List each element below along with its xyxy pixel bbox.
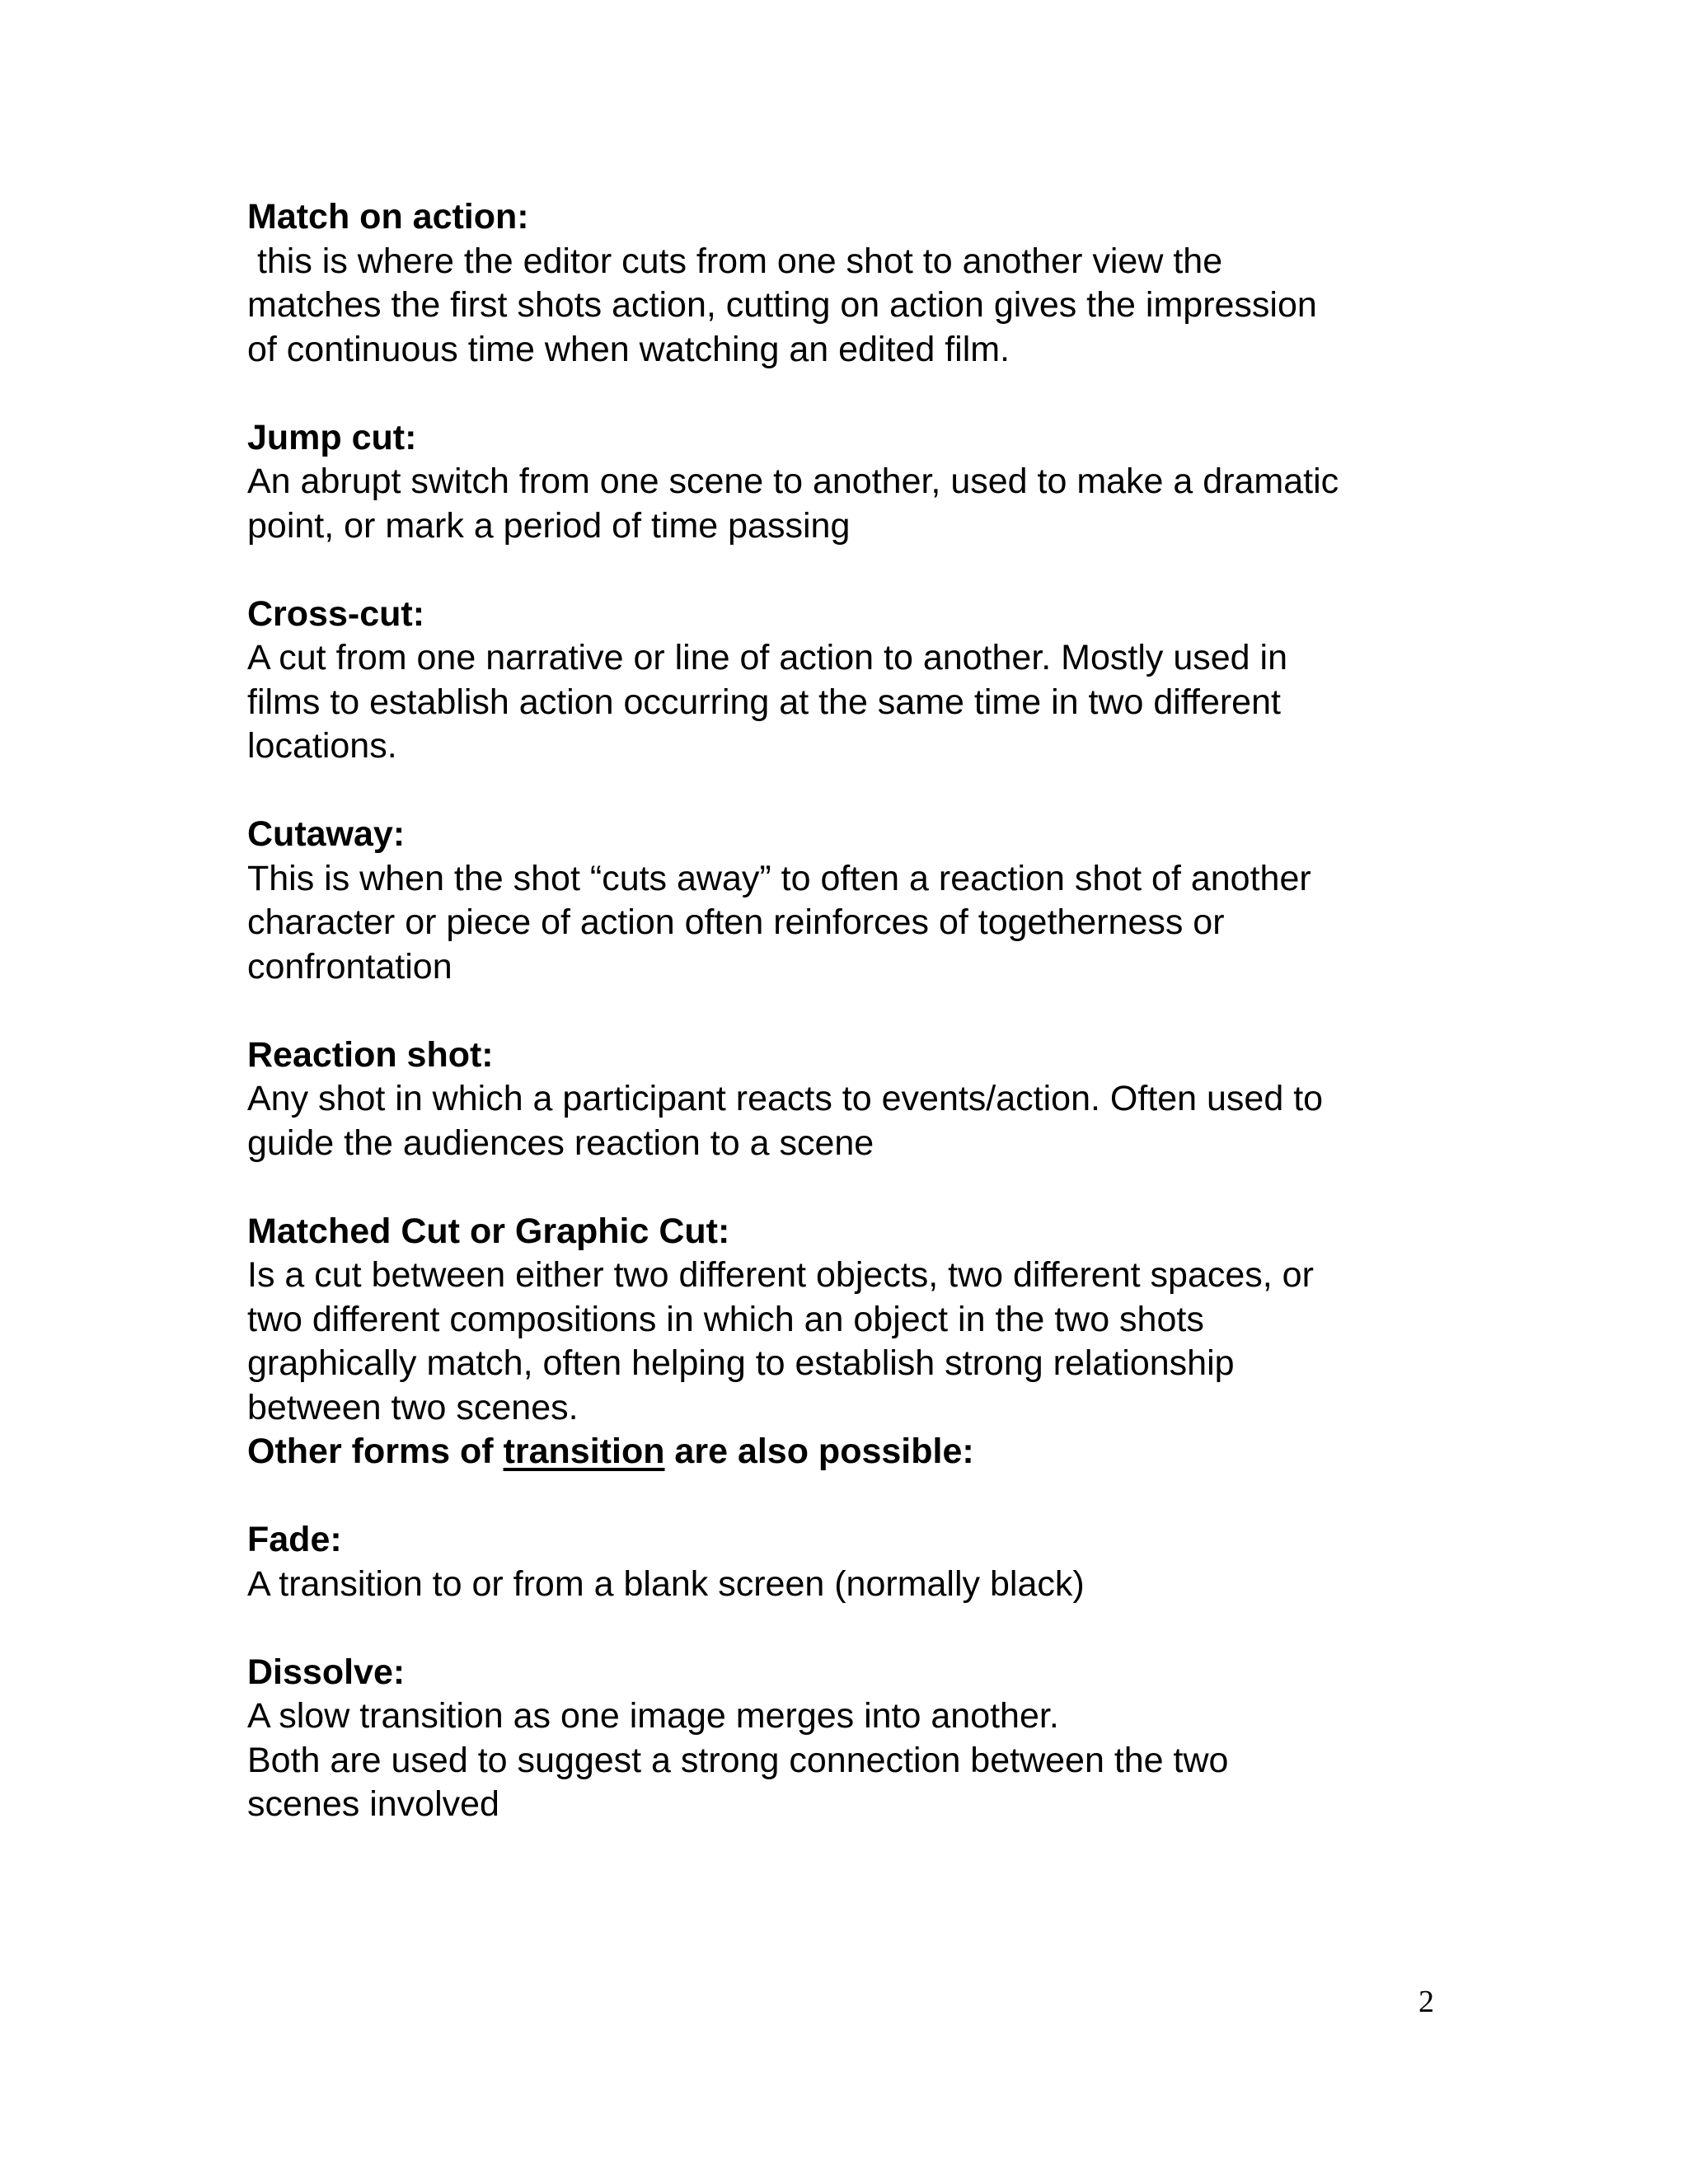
page-content	[247, 195, 1467, 1871]
section-match-on-action	[247, 195, 1467, 372]
term-heading: Dissolve:	[247, 1652, 406, 1692]
description-line: Both are used to suggest a strong connection between the two	[247, 1740, 1229, 1780]
transition-heading-before: Other forms of	[247, 1432, 504, 1471]
transition-heading-text	[247, 1430, 1467, 1474]
description-line: point, or mark a period of time passing	[247, 505, 851, 546]
description-line: confrontation	[247, 946, 452, 987]
description-line: Is a cut between either two different objects, two different spaces, or	[247, 1255, 1314, 1295]
description-line: two different compositions in which an object in the two shots	[247, 1299, 1204, 1339]
description-line: This is when the shot “cuts away” to often a reaction shot of another	[247, 858, 1311, 898]
section-matched-cut	[247, 1210, 1467, 1431]
description-line: between two scenes.	[247, 1387, 579, 1427]
description-line: matches the first shots action, cutting on action gives the impression	[247, 285, 1317, 325]
term-heading: Matched Cut or Graphic Cut:	[247, 1211, 730, 1251]
transition-heading	[247, 1430, 1467, 1474]
description-line: An abrupt switch from one scene to another, used to make a dramatic	[247, 462, 1339, 501]
description-line: A transition to or from a blank screen (normally black)	[247, 1563, 1085, 1604]
term-heading: Jump cut:	[247, 417, 417, 457]
term-description	[247, 1694, 1467, 1827]
term-heading: Cross-cut:	[247, 593, 425, 634]
description-line: films to establish action occurring at the same time in two different	[247, 682, 1281, 722]
term-description	[247, 1254, 1467, 1430]
term-heading: Cutaway:	[247, 814, 406, 854]
section-dissolve	[247, 1651, 1467, 1827]
term-heading: Reaction shot:	[247, 1034, 494, 1075]
term-description	[247, 460, 1467, 548]
transition-heading-underlined: transition	[503, 1432, 665, 1471]
term-description	[247, 240, 1467, 373]
description-line: this is where the editor cuts from one shot to another view the	[247, 241, 1223, 281]
description-line: Any shot in which a participant reacts to events/action. Often used to	[247, 1079, 1324, 1118]
description-line: scenes involved	[247, 1784, 499, 1824]
page-number: 2	[1418, 1985, 1434, 2019]
transition-heading-after: are also possible:	[664, 1432, 974, 1471]
description-line: of continuous time when watching an edited film.	[247, 329, 1010, 369]
description-line: A cut from one narrative or line of action to another. Mostly used in	[247, 638, 1288, 677]
description-line: guide the audiences reaction to a scene	[247, 1122, 874, 1163]
description-line: graphically match, often helping to establish strong relationship	[247, 1343, 1235, 1383]
description-line: character or piece of action often reinforces of togetherness or	[247, 902, 1225, 942]
term-description	[247, 636, 1467, 769]
term-description	[247, 1563, 1467, 1607]
section-reaction-shot	[247, 1033, 1467, 1166]
section-cutaway	[247, 813, 1467, 989]
section-jump-cut	[247, 416, 1467, 549]
section-fade	[247, 1518, 1467, 1606]
section-cross-cut	[247, 593, 1467, 769]
description-line: locations.	[247, 726, 397, 766]
term-heading: Match on action:	[247, 197, 529, 237]
term-description	[247, 1077, 1467, 1165]
term-heading: Fade:	[247, 1520, 342, 1559]
term-description	[247, 857, 1467, 990]
description-line: A slow transition as one image merges into another.	[247, 1696, 1059, 1736]
